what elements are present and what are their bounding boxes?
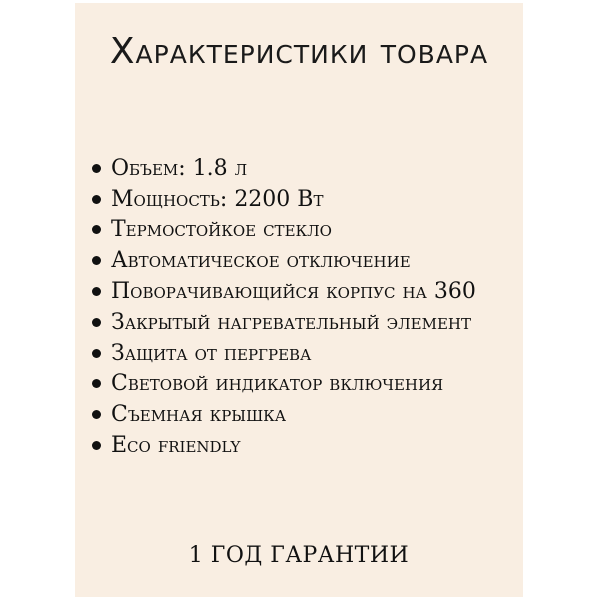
feature-text: Eco friendly (111, 433, 241, 459)
feature-text: Съемная крышка (111, 402, 287, 428)
bullet-icon (92, 410, 101, 419)
bullet-icon (92, 379, 101, 388)
warranty-label: 1 ГОД ГАРАНТИИ (188, 543, 410, 568)
feature-text: Световой индикатор включения (111, 371, 444, 397)
product-card (75, 3, 523, 597)
feature-text: Закрытый нагревательный элемент (111, 309, 471, 335)
page-title: Характеристики товара (109, 31, 489, 72)
feature-text: Объем: 1.8 л (111, 155, 248, 181)
feature-item (92, 276, 476, 307)
feature-item (92, 399, 476, 430)
bullet-icon (92, 441, 101, 450)
bullet-icon (92, 256, 101, 265)
bullet-icon (92, 164, 101, 173)
bullet-icon (92, 287, 101, 296)
feature-item (92, 338, 476, 369)
feature-list (92, 153, 476, 461)
feature-item (92, 245, 476, 276)
feature-text: Термостойкое стекло (111, 217, 332, 243)
feature-item (92, 307, 476, 338)
bullet-icon (92, 318, 101, 327)
feature-item (92, 215, 476, 246)
feature-text: Поворачивающийся корпус на 360 (111, 279, 476, 305)
bullet-icon (92, 225, 101, 234)
feature-text: Мощность: 2200 Вт (111, 186, 324, 212)
feature-text: Автоматическое отключение (111, 248, 411, 274)
feature-item (92, 369, 476, 400)
feature-item (92, 430, 476, 461)
feature-item (92, 153, 476, 184)
feature-item (92, 184, 476, 215)
bullet-icon (92, 195, 101, 204)
feature-text: Защита от пергрева (111, 340, 312, 366)
bullet-icon (92, 349, 101, 358)
